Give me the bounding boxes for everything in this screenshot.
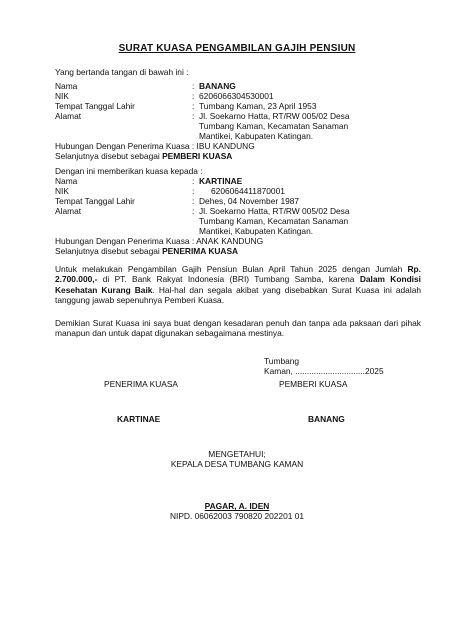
document-title: SURAT KUASA PENGAMBILAN GAJIH PENSIUN [118,43,356,54]
colon: : [192,101,195,111]
first-party-name: BANANG [199,81,236,91]
nik-label: NIK [55,91,69,101]
giver-signature-name: BANANG [308,414,345,424]
amount: Rp. 2.700.000,- [55,264,421,285]
purpose-text: . Hal-hal dan segala akibat yang disebabkan Surat Kuasa ini adalah tanggung jawab sepenuhnya Pemberi Kuasa. [55,284,422,306]
designation-role: PENERIMA KUASA [162,246,239,256]
second-party-nik: 6206064411870001 [211,186,285,196]
first-party-address-line: Mantikei, Kabupaten Katingan. [199,131,314,141]
first-party-birth: Tumbang Kaman, 23 April 1953 [199,101,317,111]
colon: : [192,196,195,206]
second-party-relationship: Hubungan Dengan Penerima Kuasa : ANAK KANDUNG [55,236,264,246]
colon: : [192,111,195,121]
colon: : [192,176,195,186]
receiver-signature-name: KARTINAE [117,414,161,424]
closing-paragraph: Demikian Surat Kuasa ini saya buat dengan kesadaran penuh dan tanpa ada paksaan dari pihak manapun dan untuk dapat digunakan sebagaimana mestinya. [55,318,421,339]
condition: Dalam Kondisi Kesehatan Kurang Baik [55,274,421,295]
first-party-address-line: Tumbang Kaman, Kecamatan Sanaman [199,121,349,131]
ttl-label: Tempat Tanggal Lahir [55,101,135,111]
second-party-name: KARTINAE [199,176,243,186]
alamat-label: Alamat [55,111,82,121]
first-party-relationship: Hubungan Dengan Penerima Kuasa : IBU KANDUNG [55,141,255,151]
ttl-label: Tempat Tanggal Lahir [55,196,135,206]
nama-label: Nama [55,176,78,186]
village-head-nipd: NIPD. 06062003 790820 202201 01 [169,511,305,521]
give-authority-line: Dengan ini memberikan kuasa kepada : [55,166,203,176]
second-party-address-line: Jl. Soekarno Hatta, RT/RW 005/02 Desa [199,206,350,216]
purpose-paragraph [55,264,421,306]
designation-prefix: Selanjutnya disebut sebagai [55,151,163,161]
giver-role: PEMBERI KUASA [279,379,348,389]
designation-prefix: Selanjutnya disebut sebagai [55,246,163,256]
first-party-nik: 6206066304530001 [199,91,274,101]
village-head-name: PAGAR, A. IDEN [204,501,270,511]
alamat-label: Alamat [55,206,82,216]
colon: : [192,81,195,91]
designation-role: PEMBERI KUASA [162,151,233,161]
receiver-role: PENERIMA KUASA [104,379,179,389]
second-party-address-line: Tumbang Kaman, Kecamatan Sanaman [199,216,349,226]
second-party-designation [55,246,238,256]
second-party-address-line: Mantikei, Kabupaten Katingan. [199,226,314,236]
intro-text: Yang bertanda tangan di bawah ini : [55,67,189,77]
nama-label: Nama [55,81,78,91]
first-party-designation [55,151,232,161]
acknowledgement-heading: MENGETAHUI; [208,449,266,459]
purpose-text: Untuk melakukan Pengambilan Gajih Pensiun Bulan April Tahun 2025 dengan Jumlah [55,264,408,274]
colon: : [192,91,195,101]
purpose-text: di PT. Bank Rakyat Indonesia (BRI) Tumbang Samba, karena [97,274,360,285]
colon: : [192,186,195,196]
place-line: Tumbang [264,356,300,366]
nik-label: NIK [55,186,69,196]
village-head-title: KEPALA DESA TUMBANG KAMAN [170,459,304,469]
second-party-birth: Dehes, 04 November 1987 [199,196,300,206]
colon: : [192,206,195,216]
first-party-address-line: Jl. Soekarno Hatta, RT/RW 005/02 Desa [199,111,350,121]
date-line: Kaman, ..............................2025 [264,366,384,376]
